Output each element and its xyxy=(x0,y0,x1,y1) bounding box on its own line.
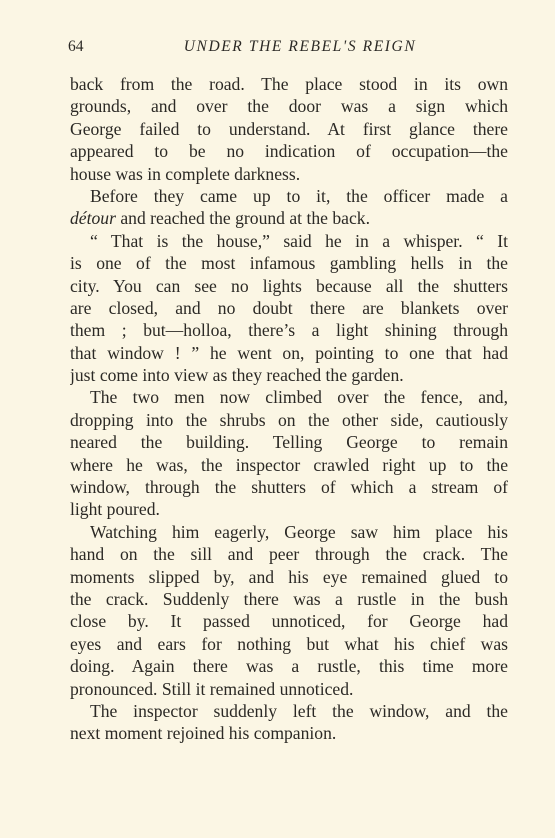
text-line: back from the road. The place stood in its own xyxy=(70,74,508,94)
text-fragment: and reached the ground at the back. xyxy=(120,208,370,229)
text-line: doing. Again there was a rustle, this time more xyxy=(70,656,508,677)
text-line: pronounced. Still it remained unnoticed. xyxy=(70,678,354,699)
paragraph xyxy=(70,700,508,745)
paragraph xyxy=(70,185,508,230)
page-header xyxy=(68,36,512,58)
text-line: where he was, the inspector crawled right up to the xyxy=(70,454,508,475)
body-text xyxy=(70,73,508,745)
text-line: next moment rejoined his companion. xyxy=(70,723,337,744)
text-line: light poured. xyxy=(70,499,160,520)
text-line: The two men now climbed over the fence, and, xyxy=(90,387,508,408)
text-line: The inspector suddenly left the window, and the xyxy=(90,700,508,721)
text-line: dropping into the shrubs on the other side, cautiously xyxy=(70,409,508,430)
text-line: moments slipped by, and his eye remained glued to xyxy=(70,566,508,587)
running-title: UNDER THE REBEL'S REIGN xyxy=(183,38,417,55)
text-line: Watching him eagerly, George saw him place his xyxy=(90,521,508,542)
text-line: eyes and ears for nothing but what his chief was xyxy=(70,633,508,654)
italic-word: détour xyxy=(70,208,116,229)
paragraph xyxy=(70,521,508,700)
text-line: them ; but—holloa, there’s a light shining through xyxy=(70,320,508,341)
text-line: house was in complete darkness. xyxy=(70,163,301,184)
text-line: George failed to understand. At first glance there xyxy=(70,118,508,139)
text-line: city. You can see no lights because all the shutters xyxy=(70,275,508,296)
text-line: grounds, and over the door was a sign which xyxy=(70,96,508,117)
page-number: 64 xyxy=(68,38,84,55)
text-line: Before they came up to it, the officer made a xyxy=(90,185,508,206)
text-line: appeared to be no indication of occupation—the xyxy=(70,141,508,162)
text-line: close by. It passed unnoticed, for George had xyxy=(70,611,508,632)
text-line: the crack. Suddenly there was a rustle in the bush xyxy=(70,588,508,609)
text-line: “ That is the house,” said he in a whisper. “ It xyxy=(90,230,508,251)
text-line: is one of the most infamous gambling hells in the xyxy=(70,253,508,274)
paragraph xyxy=(70,386,508,520)
text-line: are closed, and no doubt there are blankets over xyxy=(70,297,508,318)
text-line: just come into view as they reached the garden. xyxy=(70,365,404,386)
text-line: that window ! ” he went on, pointing to one that had xyxy=(70,342,508,363)
paragraph xyxy=(70,73,508,185)
text-line: hand on the sill and peer through the crack. The xyxy=(70,544,508,565)
text-line: neared the building. Telling George to remain xyxy=(70,432,508,453)
text-line: window, through the shutters of which a stream of xyxy=(70,477,508,498)
text-line-with-italic xyxy=(70,207,508,229)
paragraph xyxy=(70,230,508,387)
